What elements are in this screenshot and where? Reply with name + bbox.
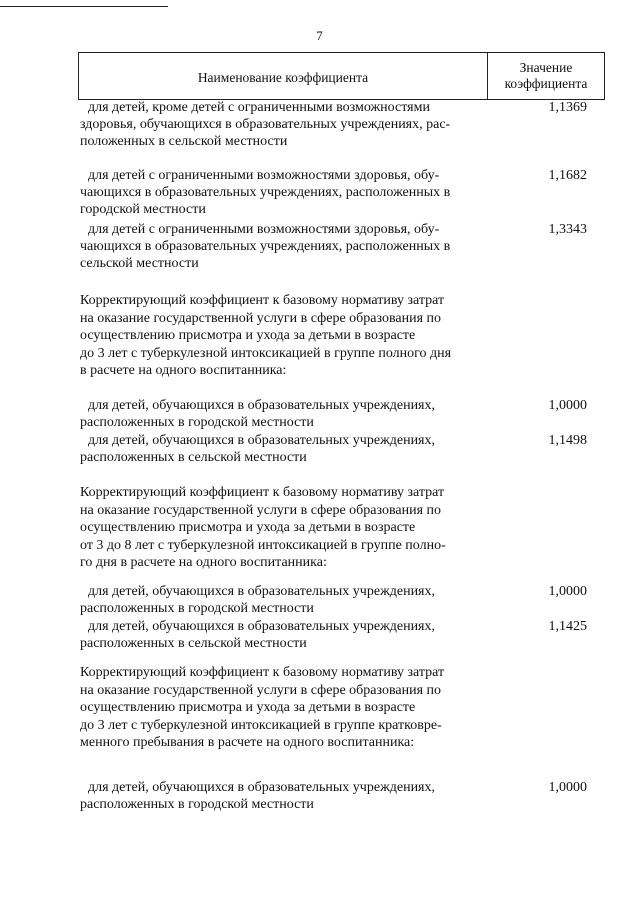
section-heading: Корректирующий коэффициент к базовому нормативу затрат на оказание государственной услуги в сфере образования по осуществлению присмотра и ухода за детьми в возрасте от 3 до 8 лет с туберкулезной интоксикацией в группе полно- го дня в расчете на одного воспитанника: <box>80 485 446 571</box>
column-header-value-line2: коэффициента <box>504 76 588 91</box>
page-number: 7 <box>316 28 323 43</box>
table-row <box>80 100 605 150</box>
column-header-value-line1: Значение <box>519 60 573 75</box>
coefficient-value: 1,3343 <box>548 222 587 237</box>
coefficient-name: для детей, обучающихся в образовательных учреждениях, расположенных в сельской местности <box>80 433 435 465</box>
coefficient-name: для детей с ограниченными возможностями здоровья, обу- чающихся в образовательных учреждениях, расположенных в городской местности <box>80 168 451 217</box>
scan-edge-line <box>0 6 168 7</box>
coefficient-name: для детей, обучающихся в образовательных учреждениях, расположенных в городской местности <box>80 780 435 812</box>
coefficient-name: для детей, кроме детей с ограниченными возможностями здоровья, обучающихся в образовательных учреждениях, рас- положенных в сельской местности <box>80 100 451 149</box>
table-row <box>80 619 605 653</box>
table-row <box>80 584 605 618</box>
coefficient-value: 1,0000 <box>548 584 587 599</box>
table-row <box>80 398 605 432</box>
coefficient-name: для детей, обучающихся в образовательных учреждениях, расположенных в сельской местности <box>80 619 435 651</box>
table-row <box>80 168 605 218</box>
table-row <box>80 780 605 814</box>
coefficient-name: для детей, обучающихся в образовательных учреждениях, расположенных в городской местности <box>80 398 435 430</box>
coefficient-value: 1,1498 <box>548 433 587 448</box>
section-heading: Корректирующий коэффициент к базовому нормативу затрат на оказание государственной услуги в сфере образования по осуществлению присмотра и ухода за детьми в возрасте до 3 лет с туберкулезной интоксикацией в группе кратковре- менного пребывания в расчете на одного воспитанника: <box>80 665 445 751</box>
coefficient-value: 1,1682 <box>548 168 587 183</box>
coefficient-value: 1,0000 <box>548 398 587 413</box>
column-header-value <box>488 53 604 99</box>
coefficient-name: для детей, обучающихся в образовательных учреждениях, расположенных в городской местности <box>80 584 435 616</box>
coefficient-value: 1,1369 <box>548 100 587 115</box>
coefficient-value: 1,1425 <box>548 619 587 634</box>
coefficient-value: 1,0000 <box>548 780 587 795</box>
table-row <box>80 433 605 467</box>
table-row <box>80 222 605 272</box>
table-header <box>78 52 605 100</box>
coefficient-name: для детей с ограниченными возможностями здоровья, обу- чающихся в образовательных учреждениях, расположенных в сельской местности <box>80 222 451 271</box>
section-heading: Корректирующий коэффициент к базовому нормативу затрат на оказание государственной услуги в сфере образования по осуществлению присмотра и ухода за детьми в возрасте до 3 лет с туберкулезной интоксикацией в группе полного дня в расчете на одного воспитанника: <box>80 293 452 379</box>
column-header-name: Наименование коэффициента <box>79 53 488 99</box>
